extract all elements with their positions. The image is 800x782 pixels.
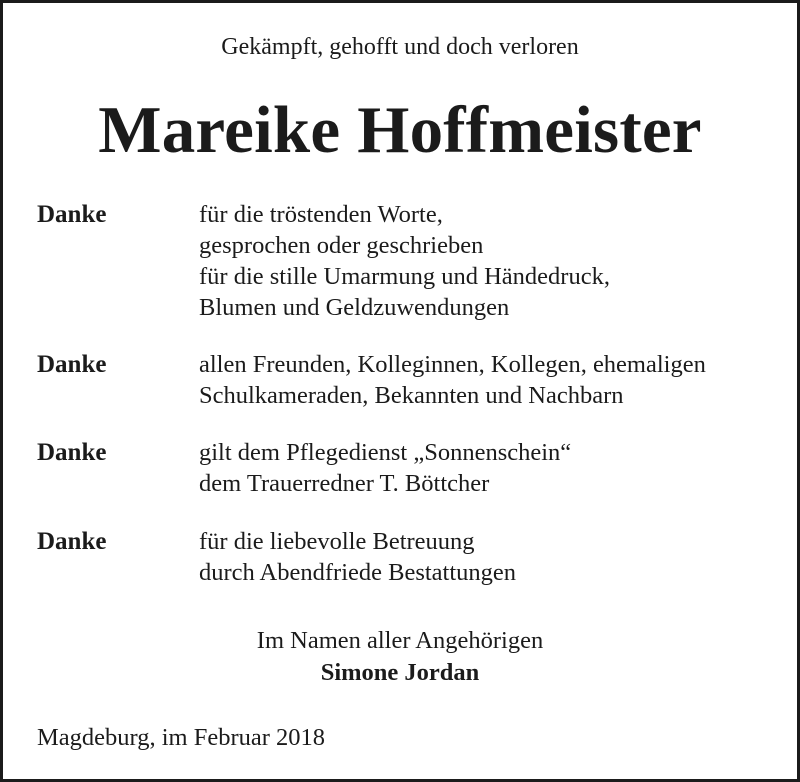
thanks-label: Danke bbox=[37, 439, 107, 466]
thanks-label: Danke bbox=[37, 528, 107, 555]
thanks-line: für die liebevolle Betreuung bbox=[199, 528, 475, 555]
thanks-text bbox=[199, 437, 571, 499]
thanks-label: Danke bbox=[37, 201, 107, 228]
place-date: Magdeburg, im Februar 2018 bbox=[37, 724, 326, 751]
on-behalf-line: Im Namen aller Angehörigen bbox=[256, 627, 544, 654]
thanks-line: gilt dem Pflegedienst „Sonnenschein“ bbox=[199, 439, 572, 466]
thanks-line: für die stille Umarmung und Händedruck, bbox=[199, 263, 610, 290]
thanks-line: Schulkameraden, Bekannten und Nachbarn bbox=[199, 382, 624, 409]
thanks-line: allen Freunden, Kolleginnen, Kollegen, ehemaligen bbox=[199, 351, 706, 378]
thanks-line: durch Abendfriede Bestattungen bbox=[199, 559, 517, 586]
thanks-line: dem Trauerredner T. Böttcher bbox=[199, 470, 490, 497]
thanks-line: gesprochen oder geschrieben bbox=[199, 232, 484, 259]
thanks-text bbox=[199, 526, 516, 588]
thanks-label: Danke bbox=[37, 351, 107, 378]
thanks-line: für die tröstenden Worte, bbox=[199, 201, 443, 228]
subtitle: Gekämpft, gehofft und doch verloren bbox=[221, 34, 579, 60]
signatory-name: Simone Jordan bbox=[320, 659, 480, 686]
thanks-text bbox=[199, 199, 610, 323]
thanks-text bbox=[199, 349, 706, 411]
thanks-line: Blumen und Geldzuwendungen bbox=[199, 294, 510, 321]
deceased-name: Mareike Hoffmeister bbox=[98, 93, 702, 167]
